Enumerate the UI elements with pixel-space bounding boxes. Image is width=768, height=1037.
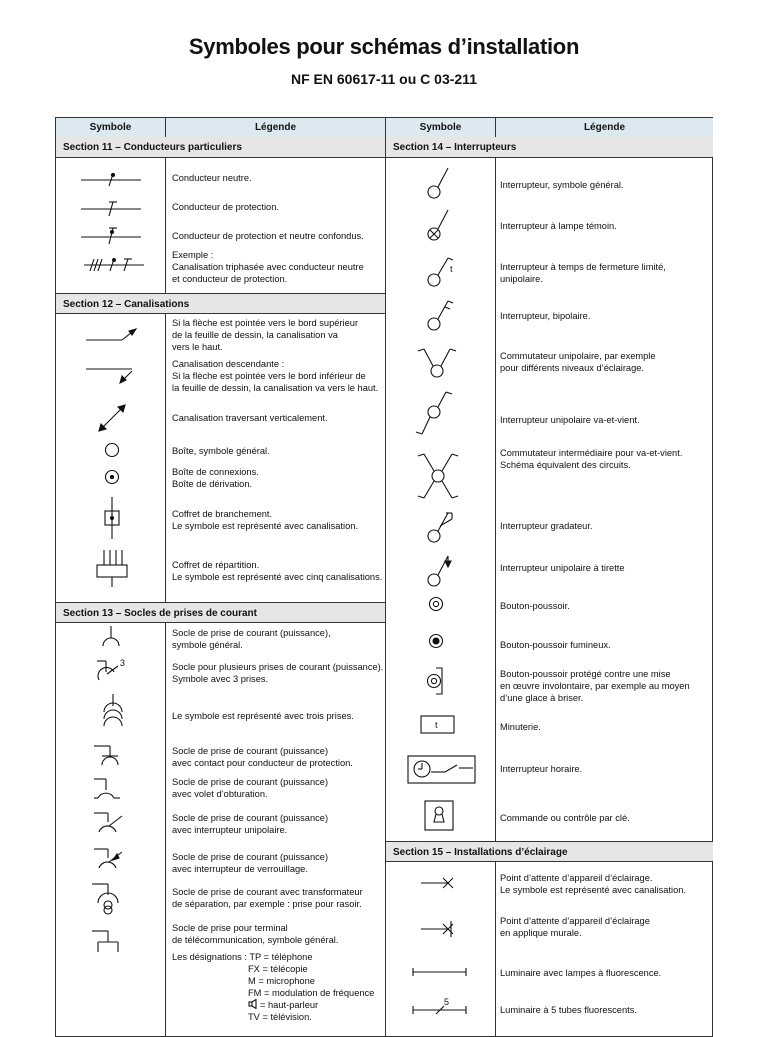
socket-shutter-symbol [94, 776, 128, 800]
switch-bipolar-symbol [426, 298, 460, 332]
legend-luminaire-5-tubes: Luminaire à 5 tubes fluorescents. [500, 1005, 637, 1015]
legend-canalisation-descendante: Canalisation descendante : Si la flèche est pointée vers le bord inférieur de la feuille de dessin, la canalisation va vers le haut. [172, 359, 379, 393]
falling-line-symbol [86, 366, 138, 386]
socket-multiple-symbol [94, 658, 134, 684]
socket-general-symbol [101, 626, 121, 648]
legend-commande-cle: Commande ou contrôle par clé. [500, 813, 630, 823]
section-13-header: Section 13 – Socles de prises de courant [56, 602, 385, 623]
legend-point-attente: Point d’attente d’appareil d’éclairage. Le symbole est représenté avec canalisation. [500, 873, 687, 895]
box-symbol [104, 442, 120, 458]
switch-timed-letter: t [450, 264, 453, 274]
legend-commutateur-intermediaire: Commutateur intermédiaire pour va-et-vient. Schéma équivalent des circuits. [500, 448, 683, 470]
time-switch-symbol [407, 755, 477, 785]
legend-minuterie: Minuterie. [500, 722, 541, 732]
legend-bouton-protege: Bouton-poussoir protégé contre une mise en œuvre involontaire, par exemple au moyen d’une glace à briser. [500, 669, 690, 703]
legend-socle-verrouillage: Socle de prise de courant (puissance) avec interrupteur de verrouillage. [172, 852, 329, 874]
legend-point-applique: Point d’attente d’appareil d’éclairage en applique murale. [500, 916, 650, 938]
header-symbole-right: Symbole [386, 118, 495, 138]
push-button-protected-symbol [424, 666, 450, 698]
push-button-lit-symbol [428, 633, 444, 649]
legend-va-et-vient: Interrupteur unipolaire va-et-vient. [500, 415, 640, 425]
legend-interrupteur-temps: Interrupteur à temps de fermeture limité, unipolaire. [500, 262, 666, 284]
protection-conductor-symbol [81, 200, 141, 218]
designation-fx: FX = télécopie [248, 964, 308, 974]
wall-light-symbol [421, 919, 461, 939]
legend-gradateur: Interrupteur gradateur. [500, 521, 593, 531]
header-legende-right: Légende [496, 118, 713, 138]
legend-interrupteur-lampe-temoin: Interrupteur à lampe témoin. [500, 221, 617, 231]
legend-coffret-branchement: Coffret de branchement. Le symbole est représenté avec canalisation. [172, 509, 359, 531]
legend-boite: Boîte, symbole général. [172, 446, 270, 456]
legend-exemple-triphasee: Exemple : Canalisation triphasée avec conducteur neutre et conducteur de protection. [172, 250, 364, 284]
junction-box-symbol [104, 469, 120, 485]
legend-conducteur-protection: Conducteur de protection. [172, 202, 279, 212]
column-divider [495, 118, 496, 1036]
pen-conductor-symbol [81, 226, 141, 246]
legend-socle-transformateur: Socle de prise de courant avec transformateur de séparation, par exemple : prise pour rasoir. [172, 887, 363, 909]
switch-pull-cord-symbol [426, 552, 460, 588]
legend-canalisation-traversant: Canalisation traversant verticalement. [172, 413, 328, 423]
legend-tirette: Interrupteur unipolaire à tirette [500, 563, 625, 573]
section-15-header: Section 15 – Installations d’éclairage [386, 841, 713, 862]
switch-dimmer-symbol [426, 510, 460, 544]
five-tube-luminaire-symbol [412, 996, 468, 1016]
key-control-symbol [424, 800, 454, 832]
legend-socle-interrupteur: Socle de prise de courant (puissance) avec interrupteur unipolaire. [172, 813, 329, 835]
service-box-symbol [102, 497, 122, 539]
legend-boite-connexions: Boîte de connexions. Boîte de dérivation. [172, 467, 259, 489]
legend-interrupteur-general: Interrupteur, symbole général. [500, 180, 624, 190]
legend-interrupteur-bipolaire: Interrupteur, bipolaire. [500, 311, 591, 321]
socket-earth-symbol [94, 743, 128, 767]
legend-conducteur-neutre: Conducteur neutre. [172, 173, 252, 183]
legend-commutateur-unipolaire: Commutateur unipolaire, par exemple pour différents niveaux d’éclairage. [500, 351, 656, 373]
column-divider [165, 118, 166, 1036]
legend-coffret-repartition: Coffret de répartition. Le symbole est représenté avec cinq canalisations. [172, 560, 383, 582]
header-symbole-left: Symbole [56, 118, 165, 138]
three-phase-line-symbol [84, 255, 144, 275]
legend-bouton-lumineux: Bouton-poussoir fumineux. [500, 640, 611, 650]
designation-fm: FM = modulation de fréquence [248, 988, 375, 998]
legend-interrupteur-horaire: Interrupteur horaire. [500, 764, 583, 774]
legend-canalisation-montante: Si la flèche est pointée vers le bord supérieur de la feuille de dessin, la canalisation va vers le haut. [172, 318, 359, 352]
section-11-header: Section 11 – Conducteurs particuliers [56, 137, 385, 158]
tube-count-label: 5 [444, 997, 450, 1007]
legend-socle-plusieurs: Socle pour plusieurs prises de courant (puissance). Symbole avec 3 prises. [172, 662, 384, 684]
switch-multilevel-symbol [416, 343, 458, 379]
timer-symbol [420, 715, 456, 735]
socket-lock-switch-symbol [94, 846, 128, 872]
legend-socle-volet: Socle de prise de courant (puissance) avec volet d’obturation. [172, 777, 329, 799]
column-divider-center [385, 118, 386, 1036]
switch-timed-symbol [426, 252, 460, 288]
designation-hp-text: = haut-parleur [260, 1000, 319, 1010]
designation-tp: Les désignations : TP = téléphone [172, 952, 313, 962]
section-14-header: Section 14 – Interrupteurs [386, 137, 713, 158]
socket-count-label: 3 [120, 658, 126, 668]
socket-telecom-symbol [92, 928, 124, 954]
fluorescent-luminaire-symbol [412, 966, 468, 978]
page-subtitle: NF EN 60617-11 ou C 03-211 [291, 71, 477, 87]
designation-hp [248, 999, 318, 1011]
legend-socle-telecom: Socle de prise pour terminal de télécommunication, symbole général. [172, 923, 339, 945]
legend-protection-neutre: Conducteur de protection et neutre confondus. [172, 231, 364, 241]
designation-m: M = microphone [248, 976, 315, 986]
legend-luminaire-fluorescence: Luminaire avec lampes à fluorescence. [500, 968, 662, 978]
speaker-icon [248, 999, 260, 1009]
neutral-conductor-symbol [81, 172, 141, 188]
distribution-box-symbol [94, 550, 130, 590]
legend-socle-contact-protection: Socle de prise de courant (puissance) avec contact pour conducteur de protection. [172, 746, 353, 768]
push-button-symbol [428, 596, 444, 612]
designation-tv: TV = télévision. [248, 1012, 312, 1022]
legend-socle-trois-prises: Le symbole est représenté avec trois prises. [172, 711, 354, 721]
switch-intermediate-symbol [414, 448, 462, 504]
section-12-header: Section 12 – Canalisations [56, 293, 385, 314]
page-title: Symboles pour schémas d’installation [188, 34, 580, 59]
header-legende-left: Légende [166, 118, 385, 138]
switch-two-way-symbol [414, 388, 454, 440]
light-point-symbol [421, 876, 461, 890]
switch-pilot-lamp-symbol [426, 208, 456, 242]
timer-letter: t [435, 720, 438, 730]
legend-bouton-poussoir: Bouton-poussoir. [500, 601, 570, 611]
rising-line-symbol [86, 326, 138, 344]
switch-general-symbol [426, 166, 456, 200]
crossing-line-symbol [96, 402, 128, 434]
legend-socle-general: Socle de prise de courant (puissance), symbole général. [172, 628, 331, 650]
symbol-table [55, 117, 713, 1037]
socket-switch-symbol [94, 810, 128, 836]
socket-three-symbol [100, 694, 126, 730]
socket-transformer-symbol [92, 881, 126, 915]
